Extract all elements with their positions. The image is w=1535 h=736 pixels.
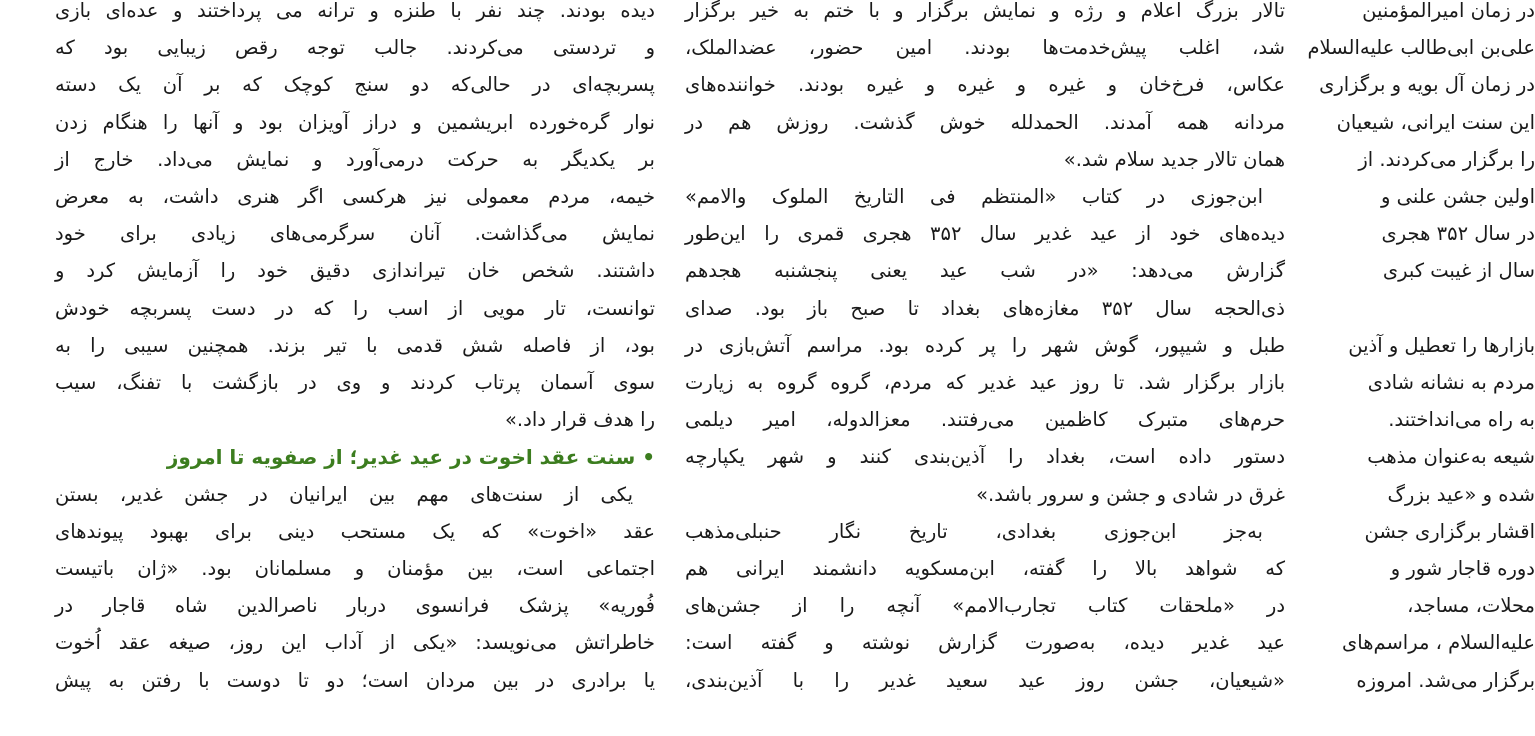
- middle-column-line: ابن‌جوزى در کتاب «المنتظم فى التاریخ الملوک والامم»: [685, 185, 1263, 208]
- left-column-line: اجتماعى است، بین مؤمنان و مسلمانان بود. «ژان باتیست: [55, 557, 655, 580]
- right-column-line: به راه مى‌انداختند.: [1388, 408, 1535, 432]
- right-column-line: شده و «عید بزرگ: [1387, 482, 1535, 506]
- middle-column-line: بازار برگزار شد. تا روز عید غدیر که مردم، گروه گروه به زیارت: [685, 371, 1285, 394]
- left-column-line: یکى از سنت‌هاى مهم بین ایرانیان در جشن غدیر، بستن: [55, 482, 633, 506]
- left-column-line: خاطراتش مى‌نویسد: «یکى از آداب این روز، صیغه عقد اُخوت: [55, 631, 655, 655]
- right-column-line: على‌بن ابى‌طالب عليه‌السلام: [1307, 36, 1535, 60]
- article-column-left: [55, 0, 655, 736]
- middle-column-line: عکاس، فرخ‌خان و غیره و غیره و غیره بودند. خواننده‌هاى: [685, 73, 1285, 97]
- right-column-line: [1315, 292, 1535, 326]
- middle-column-line: که شواهد بالا را گفته، ابن‌مسکویه دانشمند ایرانى هم: [685, 557, 1285, 580]
- middle-column-line: «شیعیان، جشن روز عید سعید غدیر را با آذین‌بندى،: [685, 668, 1285, 692]
- right-column-line: بازارها را تعطیل و آذین: [1348, 333, 1535, 357]
- left-column-line: عقد «اخوت» که یک مستحب دینى براى بهبود پیوندهاى: [55, 519, 655, 543]
- middle-column-line: مردانه همه آمدند. الحمدلله خوش گذشت. روزش هم در: [685, 110, 1285, 134]
- left-column-line: دیده بودند. چند نفر با طنزه و ترانه مى پرداختند و عده‌اى بازى: [55, 0, 655, 22]
- left-column-line: بر یکدیگر به حرکت درمى‌آورد و نمایش مى‌داد. خارج از: [55, 147, 655, 171]
- middle-column-line: حرم‌هاى متبرک کاظمین مى‌رفتند. معزالدوله، امیر دیلمى: [685, 408, 1285, 432]
- middle-column-line: به‌جز ابن‌جوزى بغدادى، تاریخ نگار حنبلى‌مذهب: [685, 519, 1263, 543]
- article-column-middle: [685, 0, 1285, 736]
- left-column-line: و تردستى مى‌کردند. جالب توجه رقص زیبایى بود که: [55, 36, 655, 60]
- left-column-line: سوى آسمان پرتاب کردند و وى در بازگشت با تفنگ، سیب: [55, 371, 655, 394]
- middle-column-line: گزارش مى‌دهد: «در شب عید یعنى پنجشنبه هجدهم: [685, 259, 1285, 283]
- right-column-line: در زمان امیرالمؤمنین: [1362, 0, 1535, 22]
- left-column-line: را هدف قرار داد.»: [505, 408, 655, 432]
- middle-column-line: دیده‌هاى خود از عید غدیر سال ۳۵۲ هجرى قمرى را این‌طور: [685, 222, 1285, 246]
- section-heading: • سنت عقد اخوت در عید غدیر؛ از صفویه تا امروز: [166, 445, 655, 470]
- left-column-line: داشتند. شخص خان تیراندازى دقیق خود را آزمایش کرد و: [55, 259, 655, 283]
- middle-column-line: دستور داده است، بغداد را آذین‌بندى کنند و شهر یکپارچه: [685, 445, 1285, 469]
- left-column-line: نوار گره‌خورده ابریشمین و دراز آویزان بود و آنها را هنگام زدن: [55, 110, 655, 134]
- right-column-line: مردم به نشانه شادى: [1367, 371, 1535, 394]
- right-column-line: در زمان آل بویه و برگزارى: [1319, 73, 1535, 97]
- right-column-line: در سال ۳۵۲ هجرى: [1381, 222, 1535, 246]
- middle-column-line: همان تالار جدید سلام شد.»: [1063, 147, 1285, 171]
- right-column-line: برگزار مى‌شد. امروزه: [1356, 668, 1535, 692]
- right-column-line: سال از غیبت کبرى: [1382, 259, 1535, 283]
- middle-column-line: شد، اغلب پیش‌خدمت‌ها بودند. امین حضور، عضدالملک،: [685, 36, 1285, 60]
- right-column-line: را برگزار مى‌کردند. از: [1358, 147, 1535, 171]
- right-column-line: دوره قاجار شور و: [1390, 557, 1535, 580]
- right-column-line: شیعه به‌عنوان مذهب: [1367, 445, 1535, 469]
- left-column-line: یا برادرى در بین مردان است؛ دو تا دوست با رفتن به پیش: [55, 668, 655, 692]
- left-column-line: پسربچه‌اى در حالى‌که دو سنج کوچک که بر آن یک دسته: [55, 73, 655, 97]
- right-column-line: عليه‌السلام ، مراسم‌هاى: [1341, 631, 1535, 655]
- left-column-line: فُوریه» پزشک فرانسوى دربار ناصرالدین شاه قاجار در: [55, 594, 655, 618]
- middle-column-line: طبل و شیپور، گوش شهر را پر کرده بود. مراسم آتش‌بازى در: [685, 333, 1285, 357]
- left-column-line: بود، از فاصله شش قدمى با تیر بزند. همچنین سیبى را به: [55, 333, 655, 357]
- right-column-line: اقشار برگزارى جشن: [1364, 519, 1535, 543]
- right-column-line: این سنت ایرانى، شیعیان: [1336, 110, 1535, 134]
- middle-column-line: ذى‌الحجه سال ۳۵۲ مغازه‌هاى بغداد تا صبح باز بود. صداى: [685, 296, 1285, 320]
- article-column-right: [1307, 0, 1535, 736]
- left-column-line: توانست، تار مویى از اسب را که در دست پسربچه خودش: [55, 296, 655, 320]
- left-column-line: خیمه، مردم معمولى نیز هرکسى اگر هنرى داشت، به معرض: [55, 185, 655, 208]
- right-column-line: محلات، مساجد،: [1407, 594, 1535, 618]
- left-column-line: نمایش مى‌گذاشت. آنان سرگرمى‌هاى زیادى براى خود: [55, 222, 655, 246]
- right-column-line: اولین جشن علنى و: [1380, 185, 1535, 208]
- middle-column-line: تالار بزرگ اعلام و رژه و نمایش برگزار و با ختم به خیر برگزار: [685, 0, 1285, 22]
- middle-column-line: در «ملحقات کتاب تجارب‌الامم» آنچه را از جشن‌هاى: [685, 594, 1285, 618]
- middle-column-line: عید غدیر دیده، به‌صورت گزارش نوشته و گفته است:: [685, 631, 1285, 655]
- middle-column-line: غرق در شادى و جشن و سرور باشد.»: [976, 482, 1285, 506]
